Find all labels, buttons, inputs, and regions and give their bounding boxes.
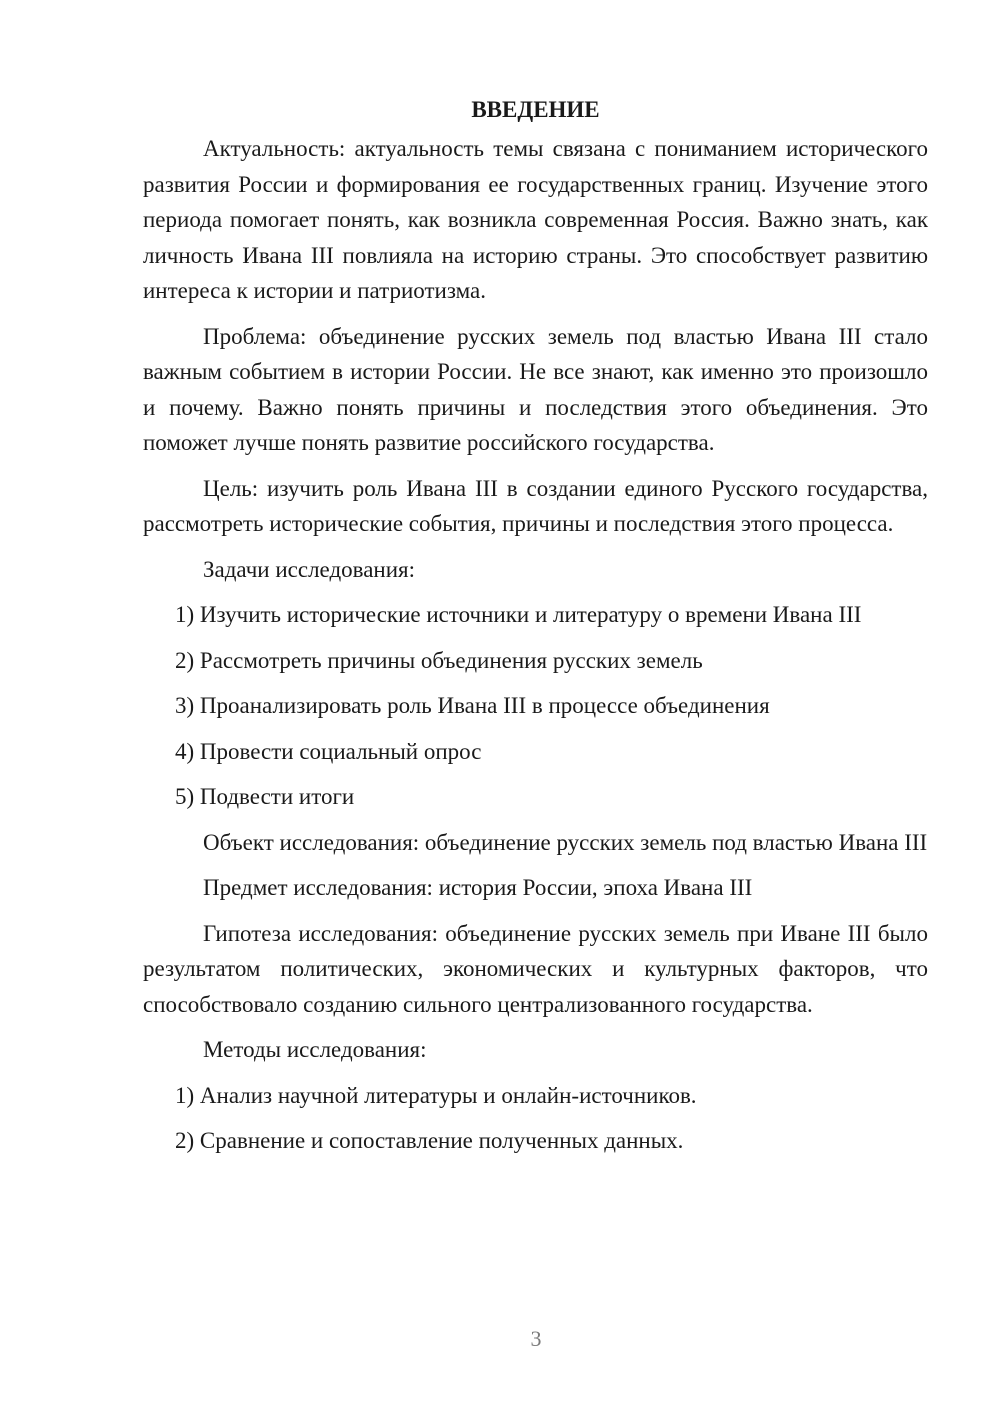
problem-paragraph: Проблема: объединение русских земель под властью Ивана III стало важным событием в истории России. Не все знают, как именно это произошло и почему. Важно понять причины и последствия этого объединения. Это поможет лучше понять развитие российского государства. [143, 323, 928, 455]
task-item-1: 1) Изучить исторические источники и литературу о времени Ивана III [175, 602, 862, 627]
task-item-2: 2) Рассмотреть причины объединения русских земель [175, 647, 703, 673]
method-item-1: 1) Анализ научной литературы и онлайн-источников. [175, 1082, 697, 1108]
task-item-4: 4) Провести социальный опрос [175, 738, 482, 764]
section-title: ВВЕДЕНИЕ [471, 97, 600, 122]
relevance-paragraph: Актуальность: актуальность темы связана с пониманием исторического развития России и формирования ее государственных границ. Изучение этого периода помогает понять, как возникла современная Россия. Важно знать, как личность Ивана III повлияла на историю страны. Это способствует развитию интереса к истории и патриотизма. [143, 136, 928, 303]
task-item-3: 3) Проанализировать роль Ивана III в процессе объединения [175, 693, 770, 718]
page-number: 3 [530, 1326, 542, 1351]
task-item-5: 5) Подвести итоги [175, 784, 355, 809]
methods-heading: Методы исследования: [203, 1037, 427, 1062]
goal-paragraph: Цель: изучить роль Ивана III в создании единого Русского государства, рассмотреть исторические события, причины и последствия этого процесса. [143, 475, 928, 536]
subject-paragraph: Предмет исследования: история России, эпоха Ивана III [203, 875, 753, 900]
method-item-2: 2) Сравнение и сопоставление полученных данных. [175, 1128, 684, 1153]
hypothesis-paragraph: Гипотеза исследования: объединение русских земель при Иване III было результатом политических, экономических и культурных факторов, что способствовало созданию сильного централизованного государства. [143, 920, 928, 1017]
tasks-heading: Задачи исследования: [203, 556, 416, 582]
object-paragraph: Объект исследования: объединение русских земель под властью Ивана III [203, 829, 928, 855]
document-page [143, 92, 928, 1169]
